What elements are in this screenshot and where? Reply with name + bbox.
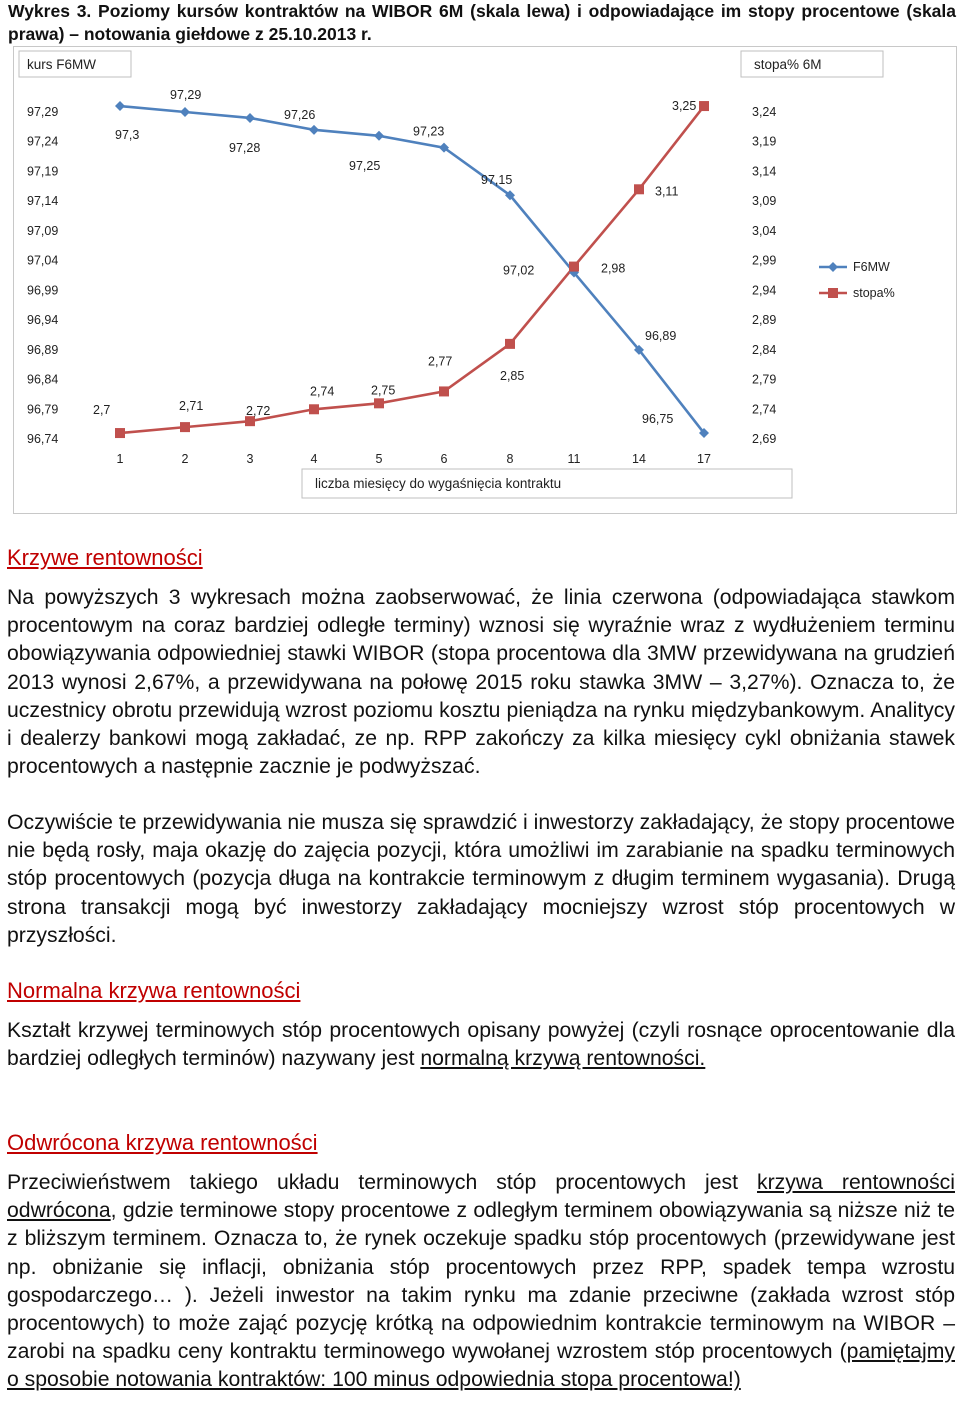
paragraph-4-text-b: , gdzie terminowe stopy procentowe z odległym terminem obowiązywania są niższe niż te z bliższym terminem. Oznacza to, że rynek oczekuje spadku stóp procentowych (przewidywane jest np. obniżanie się inflacji, obniżania stóp procentowych przez RPP, spadek tempa wzrostu gospodarczego… ). Jeżeli inwestor na takim rynku ma zdanie przeciwne (zakłada wzrost stóp procentowych) to może zająć pozycję krótką na odpowiednim kontrakcie terminowym na WIBOR – zarobi na spadku ceny kontraktu terminowego wywołanej wzrostem stóp procentowych ( xyxy=(7,1199,955,1364)
y-left-tick-label: 96,84 xyxy=(27,372,59,387)
data-label-stopa: 2,7 xyxy=(93,403,111,418)
x-tick-label: 11 xyxy=(567,452,581,466)
data-label-f6mw: 97,23 xyxy=(413,124,445,139)
y-right-tick-label: 2,74 xyxy=(752,402,777,417)
point-stopa xyxy=(180,422,190,432)
section-title-inverted-curve: Odwrócona krzywa rentowności xyxy=(7,1130,318,1155)
section-title-normal-curve: Normalna krzywa rentowności xyxy=(7,978,301,1003)
y-right-tick-label: 2,94 xyxy=(752,283,777,298)
inverted-curve-term: krzywa rentowności odwrócona xyxy=(7,1171,955,1223)
data-label-stopa: 2,77 xyxy=(428,354,453,369)
data-label-stopa: 2,75 xyxy=(371,383,396,398)
paragraph-4-text-a: Przeciwieństwem takiego układu terminowych stóp procentowych jest xyxy=(7,1171,758,1194)
y-left-tick-label: 97,29 xyxy=(27,105,59,119)
data-label-stopa: 3,11 xyxy=(655,184,679,199)
line-chart xyxy=(13,46,957,514)
data-label-stopa: 2,72 xyxy=(246,404,271,419)
data-label-f6mw: 97,3 xyxy=(115,128,140,143)
x-tick-label: 4 xyxy=(310,452,318,466)
chart-svg xyxy=(13,46,957,514)
y-left-tick-label: 96,74 xyxy=(27,432,59,446)
data-label-f6mw: 97,02 xyxy=(503,263,535,278)
right-axis-title-box xyxy=(741,51,883,77)
paragraph-2: Oczywiście te przewidywania nie musza się sprawdzić i inwestorzy zakładający, że stopy procentowe nie będą rosły, maja okazję do zajęcia pozycji, która umożliwi im zarabianie na spadku terminowych stóp procentowych (pozycja długa na kontrakcie terminowym z długim terminem wygasania). Drugą strona transakcji mogą być inwestorzy zakładający mocniejszy wzrost stóp procentowych w przyszłości. xyxy=(7,811,955,947)
y-right-tick-label: 2,84 xyxy=(752,342,777,357)
y-right-tick-label: 3,09 xyxy=(752,194,777,209)
point-stopa xyxy=(699,101,709,111)
legend-label-f6mw: F6MW xyxy=(853,260,890,274)
y-right-tick-label: 3,14 xyxy=(752,164,777,179)
y-left-tick-label: 97,04 xyxy=(27,253,59,268)
y-left-tick-label: 97,19 xyxy=(27,164,59,179)
y-right-tick-label: 2,99 xyxy=(752,253,777,268)
paragraph-1: Na powyższych 3 wykresach można zaobserwować, że linia czerwona (odpowiadająca stawkom procentowym na coraz bardziej odległe terminy) wznosi się wyraźnie wraz z wydłużeniem terminu obowiązywania odpowiedniej stawki WIBOR (stopa procentowa dla 3MW przewidywana na grudzień 2013 wynosi 2,67%, a przewidywana na połowę 2015 roku stawka 3MW – 3,27%). Oznacza to, że uczestnicy obrotu przewidują wzrost poziomu kosztu pieniądza na rynku międzybankowym. Analitycy i dealerzy bankowi mogą zakładać, ze np. RPP zakończy za kilka miesięcy cykl obniżania stawek procentowych a następnie zacznie je podwyższać. xyxy=(7,586,955,779)
paragraph-3-text: Kształt krzywej terminowych stóp procentowych opisany powyżej (czyli rosnące oprocentowanie dla bardziej odległych terminów) nazywany jest xyxy=(7,1019,955,1071)
data-label-f6mw: 97,29 xyxy=(170,88,202,102)
legend-item-stopa xyxy=(819,286,895,300)
y-left-tick-label: 96,94 xyxy=(27,313,59,328)
y-left-tick-label: 96,79 xyxy=(27,402,59,417)
y-left-tick-label: 97,24 xyxy=(27,134,59,149)
x-tick-label: 8 xyxy=(506,452,514,466)
x-tick-label: 17 xyxy=(697,452,711,466)
y-right-tick-label: 2,69 xyxy=(752,432,777,446)
data-label-f6mw: 97,15 xyxy=(481,173,513,188)
data-label-f6mw: 97,25 xyxy=(349,158,381,173)
x-tick-label: 6 xyxy=(440,452,448,466)
point-stopa xyxy=(505,339,515,349)
y-left-tick-label: 97,14 xyxy=(27,194,59,209)
data-label-stopa: 2,98 xyxy=(601,261,626,276)
y-left-tick-label: 96,89 xyxy=(27,342,59,357)
point-stopa xyxy=(374,398,384,408)
legend-marker-stopa xyxy=(828,288,838,298)
data-label-stopa: 3,25 xyxy=(672,99,697,114)
normal-curve-term: normalną krzywą rentowności. xyxy=(420,1047,706,1071)
y-right-tick-label: 2,79 xyxy=(752,372,777,387)
x-axis-title-box xyxy=(302,469,792,498)
point-stopa xyxy=(309,404,319,414)
section-title-yield-curves: Krzywe rentowności xyxy=(7,545,203,570)
paragraph-4 xyxy=(7,1169,955,1395)
x-tick-label: 1 xyxy=(116,452,124,466)
x-tick-label: 3 xyxy=(246,452,254,466)
paragraph-3 xyxy=(7,1017,955,1073)
point-stopa xyxy=(569,262,579,272)
y-right-tick-label: 3,24 xyxy=(752,105,777,119)
data-label-f6mw: 97,26 xyxy=(284,107,316,122)
left-axis-title: kurs F6MW xyxy=(27,57,96,72)
point-stopa xyxy=(439,386,449,396)
x-tick-label: 14 xyxy=(632,452,646,466)
left-axis-title-box xyxy=(19,51,131,77)
data-label-f6mw: 97,28 xyxy=(229,140,261,155)
chart-border xyxy=(14,47,957,514)
data-label-f6mw: 96,89 xyxy=(645,328,677,343)
figure-caption: Wykres 3. Poziomy kursów kontraktów na WIBOR 6M (skala lewa) i odpowiadające im stopy procentowe (skala prawa) – notowania giełdowe z 25.10.2013 r. xyxy=(8,1,956,44)
data-label-f6mw: 96,75 xyxy=(642,412,674,427)
x-tick-label: 2 xyxy=(181,452,189,466)
y-left-tick-label: 96,99 xyxy=(27,283,59,298)
y-right-tick-label: 2,89 xyxy=(752,313,777,328)
y-left-tick-label: 97,09 xyxy=(27,223,59,238)
data-label-stopa: 2,85 xyxy=(500,368,525,383)
data-label-stopa: 2,74 xyxy=(310,384,335,399)
quote-convention-note: pamiętajmy o sposobie notowania kontraktów: 100 minus odpowiednia stopa procentowa!) xyxy=(7,1340,955,1392)
point-stopa xyxy=(115,428,125,438)
right-axis-title: stopa% 6M xyxy=(754,57,822,72)
data-label-stopa: 2,71 xyxy=(179,399,204,414)
x-axis-title: liczba miesięcy do wygaśnięcia kontraktu xyxy=(315,476,562,491)
x-tick-label: 5 xyxy=(375,452,383,466)
point-stopa xyxy=(634,184,644,194)
y-right-tick-label: 3,04 xyxy=(752,223,777,238)
legend-label-stopa: stopa% xyxy=(853,286,895,300)
y-right-tick-label: 3,19 xyxy=(752,134,777,149)
